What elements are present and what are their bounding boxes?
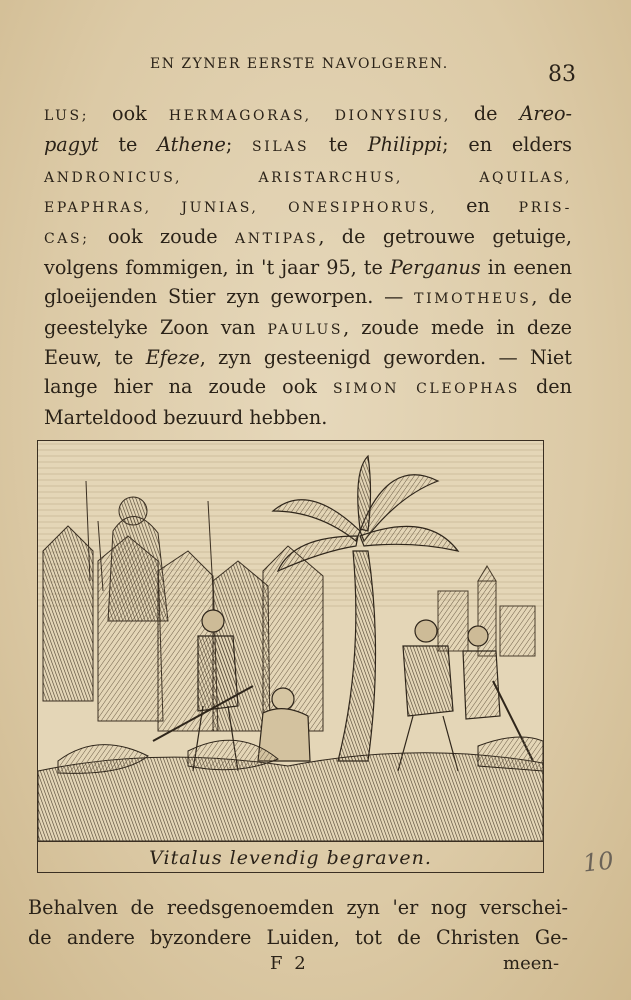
text-segment: Eeuw, te	[44, 346, 146, 370]
text-segment: en	[437, 194, 519, 218]
text-segment: ;	[225, 132, 253, 156]
caption-frame	[37, 842, 544, 873]
text-segment: , zyn gesteenigd geworden. — Niet	[199, 346, 572, 370]
body-paragraph	[44, 100, 572, 433]
text-segment: PRIS-	[518, 200, 572, 217]
text-line	[44, 373, 572, 404]
text-segment: LUS;	[44, 108, 113, 124]
text-segment: , de	[531, 284, 572, 308]
text-line	[44, 254, 572, 283]
text-line: de andere byzondere Luiden, tot de Christen Ge-	[28, 926, 568, 949]
text-line	[44, 100, 572, 131]
catchword: meen-	[503, 953, 560, 974]
engraving-illustration	[37, 440, 544, 842]
text-line	[44, 344, 572, 373]
text-line	[44, 283, 572, 314]
text-segment: , de getrouwe getuige,	[318, 225, 572, 249]
text-segment: EPAPHRAS, JUNIAS, ONESIPHORUS,	[44, 200, 438, 217]
text-line	[44, 314, 572, 345]
signature-mark: F 2	[270, 953, 309, 974]
text-segment: ook zoude	[107, 225, 236, 249]
text-segment: Marteldood bezuurd hebben.	[44, 405, 328, 429]
engraving-scene	[38, 441, 543, 841]
continuation-paragraph	[28, 893, 568, 953]
text-segment: Perganus	[389, 255, 481, 279]
text-segment: volgens fommigen, in 't jaar 95, te	[44, 255, 390, 279]
text-segment: Areo-	[519, 102, 572, 125]
text-segment: gloeijenden Stier zyn geworpen. —	[44, 284, 415, 308]
text-segment: ook	[112, 102, 169, 125]
text-segment: SIMON CLEOPHAS	[332, 381, 520, 398]
text-segment: SILAS	[252, 138, 310, 155]
text-segment: Philippi	[367, 132, 443, 156]
text-segment: geestelyke Zoon van	[44, 315, 268, 339]
text-line	[44, 131, 572, 162]
text-line	[44, 404, 572, 433]
text-segment: in eenen	[480, 255, 572, 279]
text-segment: pagyt	[44, 132, 99, 156]
text-segment: lange hier na zoude ook	[44, 375, 333, 399]
text-segment: PAULUS	[267, 321, 344, 338]
text-segment: , zoude mede in deze	[343, 315, 572, 339]
margin-annotation: 10	[581, 846, 615, 878]
text-line: Behalven de reedsgenoemden zyn 'er nog verschei-	[28, 896, 568, 919]
page-number: 83	[548, 62, 576, 87]
text-segment: CAS;	[44, 231, 108, 248]
text-line	[44, 223, 572, 254]
text-segment: te	[309, 132, 368, 156]
running-head: EN ZYNER EERSTE NAVOLGEREN.	[150, 56, 449, 72]
text-segment: de	[473, 102, 520, 125]
text-segment: ANTIPAS	[235, 231, 319, 248]
text-line	[44, 162, 572, 193]
text-segment: Athene	[157, 132, 226, 156]
signature-line	[0, 950, 631, 980]
text-segment: den	[519, 375, 572, 399]
text-segment: TIMOTHEUS	[414, 290, 532, 307]
text-segment: ; en elders	[442, 132, 573, 156]
text-segment: ANDRONICUS, ARISTARCHUS, AQUILAS,	[44, 169, 572, 186]
text-segment: te	[98, 132, 158, 156]
text-line	[44, 192, 572, 223]
figure-caption: Vitalus levendig begraven.	[149, 847, 432, 869]
text-segment: HERMAGORAS, DIONYSIUS,	[168, 108, 474, 124]
text-segment: Efeze	[145, 346, 200, 370]
